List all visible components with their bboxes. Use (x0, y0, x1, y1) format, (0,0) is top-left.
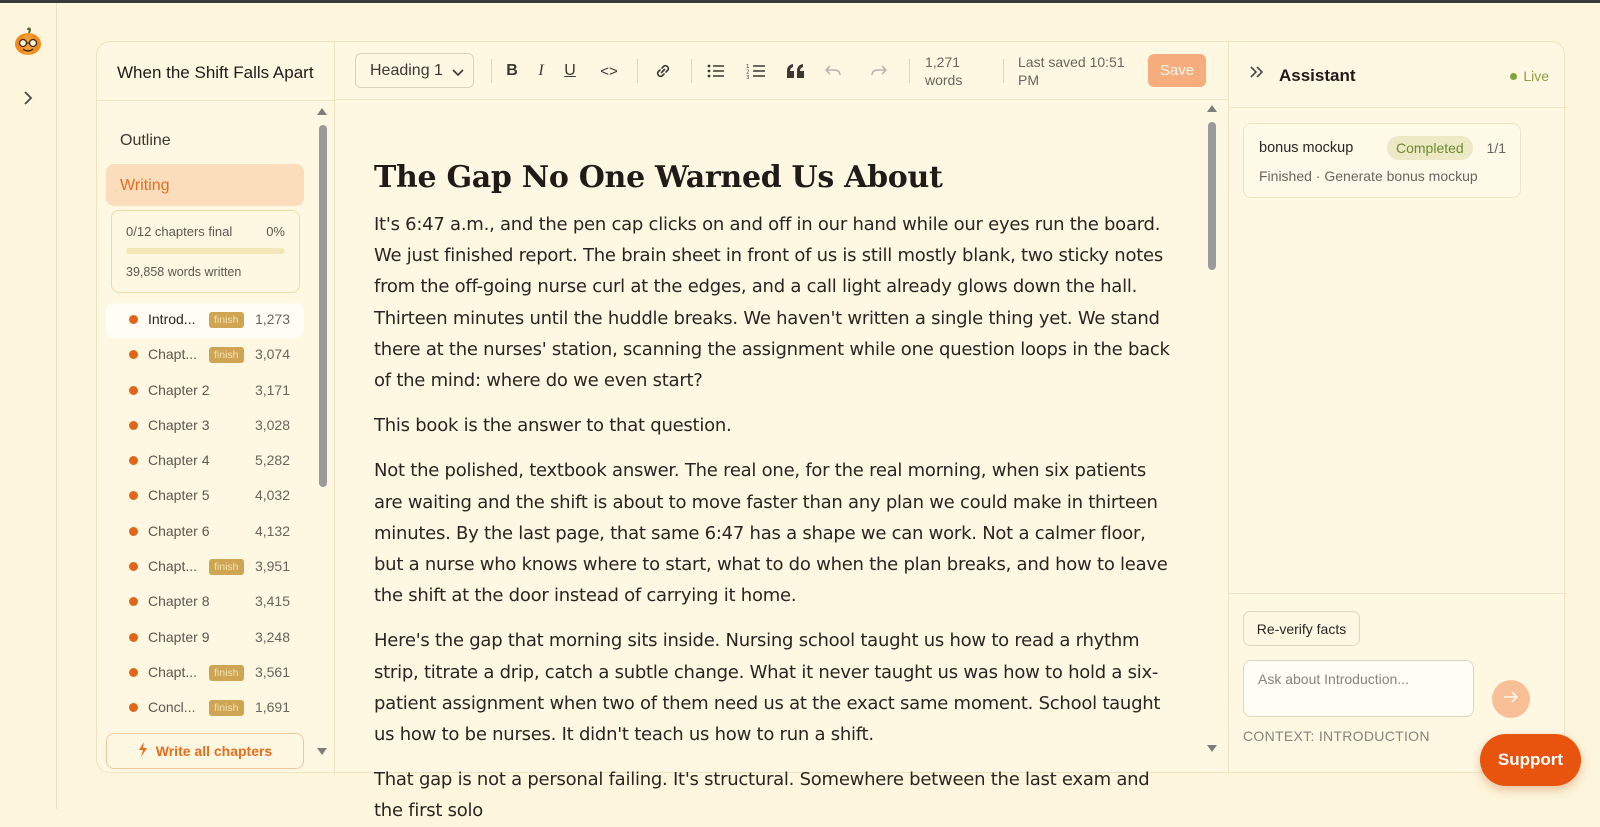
task-subtitle: Finished · Generate bonus mockup (1259, 168, 1478, 184)
scroll-down-arrow[interactable] (317, 748, 327, 755)
words-written: 39,858 words written (126, 265, 242, 279)
chapter-word-count: 3,415 (254, 593, 290, 610)
chapter-item[interactable] (106, 515, 304, 550)
chapter-status-dot (129, 597, 138, 606)
live-indicator (1510, 68, 1549, 84)
scroll-up-arrow[interactable] (1207, 105, 1217, 112)
toolbar-divider (1003, 59, 1004, 83)
paragraph[interactable]: Here's the gap that morning sits inside. Nursing school taught us how to read a rhythm strip, titrate a drip, catch a subtle change. What it never taught us was how to hold a six-patient assignment when two of them need us at the exact same moment. School taught us how to be nurses. It didn't teach us how to run a shift. (374, 630, 1161, 746)
link-icon[interactable] (650, 57, 676, 85)
left-rail (0, 3, 57, 809)
assistant-title: Assistant (1279, 66, 1356, 85)
chapter-name: Introd... (148, 311, 196, 327)
save-button[interactable]: Save (1148, 54, 1206, 87)
code-icon[interactable]: <> (600, 62, 618, 80)
undo-icon[interactable] (820, 57, 846, 85)
word-count (925, 53, 962, 89)
chapter-name: Chapt... (148, 346, 198, 363)
chapter-status-dot (129, 386, 138, 395)
assistant-panel (1228, 42, 1566, 774)
chapter-sidebar (97, 42, 335, 774)
chapter-name: Chapt... (148, 558, 198, 575)
chapter-word-count: 1,273 (254, 311, 290, 327)
chapter-status-dot (129, 456, 138, 465)
heading-style-select[interactable] (355, 53, 474, 88)
numbered-list-icon[interactable] (743, 57, 769, 85)
chapter-name: Chapter 5 (148, 487, 210, 504)
window-top-border (0, 0, 1600, 3)
chapter-name: Chapter 4 (148, 452, 210, 469)
chapter-progress-card (111, 210, 300, 293)
finish-badge: finish (209, 700, 244, 716)
svg-text:2: 2 (746, 69, 750, 76)
bullet-list-icon[interactable] (703, 57, 729, 85)
chapter-name: Concl... (148, 699, 196, 716)
chapter-item[interactable] (106, 656, 304, 691)
paragraph[interactable]: It's 6:47 a.m., and the pen cap clicks on and off in our hand while our eyes run the board. We just finished report. The brain sheet in front of us is still mostly blank, two sticky notes from the off-going nurse curl at the edges, and a call light already glows down the hall. Thirteen minutes until the huddle breaks. We haven't written a single thing yet. We stand there at the nurses' station, scanning the assignment while one question loops in the back of the mind: where do we even start? (374, 214, 1170, 392)
chapter-name: Chapter 8 (148, 593, 210, 610)
double-chevron-icon[interactable] (1249, 65, 1267, 83)
formatting-toolbar (335, 42, 1228, 100)
chapter-word-count: 5,282 (254, 452, 290, 469)
scroll-down-arrow[interactable] (1207, 745, 1217, 752)
chapter-item[interactable] (106, 479, 304, 514)
toolbar-divider (637, 59, 638, 83)
underline-icon[interactable]: U (564, 62, 576, 79)
chevron-right-icon[interactable] (17, 87, 39, 109)
redo-icon[interactable] (866, 57, 892, 85)
chapter-status-dot (129, 421, 138, 430)
scroll-up-arrow[interactable] (317, 108, 327, 115)
toolbar-divider (691, 59, 692, 83)
chapter-word-count: 3,951 (254, 558, 290, 575)
chapter-item[interactable] (106, 409, 304, 444)
paragraph[interactable]: This book is the answer to that question. (374, 415, 732, 437)
toolbar-divider (491, 59, 492, 83)
editor-pane (335, 42, 1228, 822)
chapter-word-count: 3,171 (254, 381, 290, 398)
chapter-heading[interactable]: The Gap No One Warned Us About (374, 160, 943, 195)
chapter-status-dot (129, 562, 138, 571)
pumpkin-logo-icon (13, 27, 43, 57)
chapter-word-count: 1,691 (254, 699, 290, 716)
chapter-name: Chapter 6 (148, 522, 210, 539)
chapter-status-dot (129, 315, 138, 324)
live-dot-icon (1510, 73, 1517, 80)
workspace-card (96, 41, 1565, 822)
toolbar-divider (909, 59, 910, 83)
send-button[interactable] (1492, 680, 1530, 718)
quote-icon[interactable] (783, 57, 809, 85)
editor-body[interactable] (374, 160, 1174, 827)
write-all-label: Write all chapters (155, 743, 273, 759)
write-all-chapters-button[interactable] (106, 733, 304, 769)
bold-icon[interactable]: B (506, 62, 518, 79)
chapter-word-count: 4,032 (254, 487, 290, 504)
chapter-status-dot (129, 668, 138, 677)
chapter-item[interactable] (106, 338, 304, 373)
last-saved-status: Last saved 10:51 PM (1018, 54, 1125, 88)
paragraph[interactable]: Not the polished, textbook answer. The real one, for the real morning, when six patients are waiting and the shift is about to move faster than any plan we could make in thirteen minutes. By the last page, that same 6:47 has a shape we can work. Not a calmer floor, but a nurse who knows where to start, what to do when the plan breaks, and how to leave the shift at the door instead of carrying it home. (374, 460, 1168, 607)
word-count-unit: words (925, 72, 963, 88)
chapter-list (106, 303, 304, 727)
chapter-name: Chapter 3 (148, 416, 210, 433)
status-badge: Completed (1387, 136, 1473, 160)
chapter-status-dot (129, 633, 138, 642)
chapter-item[interactable] (106, 444, 304, 479)
progress-percent: 0% (266, 224, 285, 239)
chapter-name: Chapter 9 (148, 628, 210, 645)
finish-badge: finish (209, 347, 244, 363)
chevron-down-icon (452, 64, 464, 82)
chapter-status-dot (129, 350, 138, 359)
chapter-word-count: 3,248 (254, 628, 290, 645)
document-title: When the Shift Falls Apart (97, 42, 335, 101)
chapter-name: Chapt... (148, 663, 198, 680)
chapter-word-count: 3,074 (254, 346, 290, 363)
svg-text:3: 3 (746, 75, 750, 81)
scrollbar-thumb[interactable] (1208, 122, 1216, 270)
sidebar-scrollbar[interactable] (317, 108, 327, 758)
chapter-item[interactable] (106, 691, 304, 726)
chapter-item[interactable] (106, 550, 304, 585)
lightning-icon (138, 742, 148, 760)
chapter-status-dot (129, 703, 138, 712)
assistant-divider (1229, 593, 1567, 594)
progress-label: 0/12 chapters final (126, 224, 233, 239)
editor-scrollbar[interactable] (1206, 100, 1218, 774)
finish-badge: finish (209, 312, 244, 328)
chapter-item[interactable] (106, 374, 304, 409)
chapter-word-count: 3,561 (254, 663, 290, 680)
task-card[interactable] (1243, 123, 1521, 198)
assistant-input[interactable] (1243, 660, 1474, 717)
chapter-item[interactable] (106, 621, 304, 656)
chapter-item[interactable] (106, 303, 304, 338)
task-count: 1/1 (1486, 140, 1506, 156)
finish-badge: finish (209, 665, 244, 681)
heading-select-value: Heading 1 (370, 62, 443, 79)
reverify-facts-button[interactable]: Re-verify facts (1243, 611, 1360, 646)
chapter-name: Chapter 2 (148, 381, 210, 398)
scrollbar-thumb[interactable] (319, 125, 327, 487)
word-count-value: 1,271 (925, 54, 961, 70)
chapter-status-dot (129, 527, 138, 536)
document-content[interactable] (335, 100, 1228, 822)
task-name: bonus mockup (1259, 140, 1354, 156)
chapter-word-count: 4,132 (254, 522, 290, 539)
progress-bar (126, 248, 285, 254)
svg-text:1: 1 (746, 64, 750, 70)
chapter-item[interactable] (106, 585, 304, 620)
paragraph[interactable]: That gap is not a personal failing. It's structural. Somewhere between the last exam and the first solo (374, 769, 1150, 822)
chapter-status-dot (129, 491, 138, 500)
arrow-right-icon (1503, 690, 1519, 709)
nav-writing[interactable]: Writing (106, 164, 304, 206)
italic-icon[interactable]: I (538, 62, 544, 79)
chapter-word-count: 3,028 (254, 416, 290, 433)
nav-outline[interactable]: Outline (120, 132, 171, 149)
support-button[interactable]: Support (1480, 734, 1581, 786)
assistant-header (1229, 42, 1567, 108)
live-label: Live (1523, 68, 1549, 84)
context-label: CONTEXT: INTRODUCTION (1243, 728, 1430, 744)
finish-badge: finish (209, 559, 244, 575)
